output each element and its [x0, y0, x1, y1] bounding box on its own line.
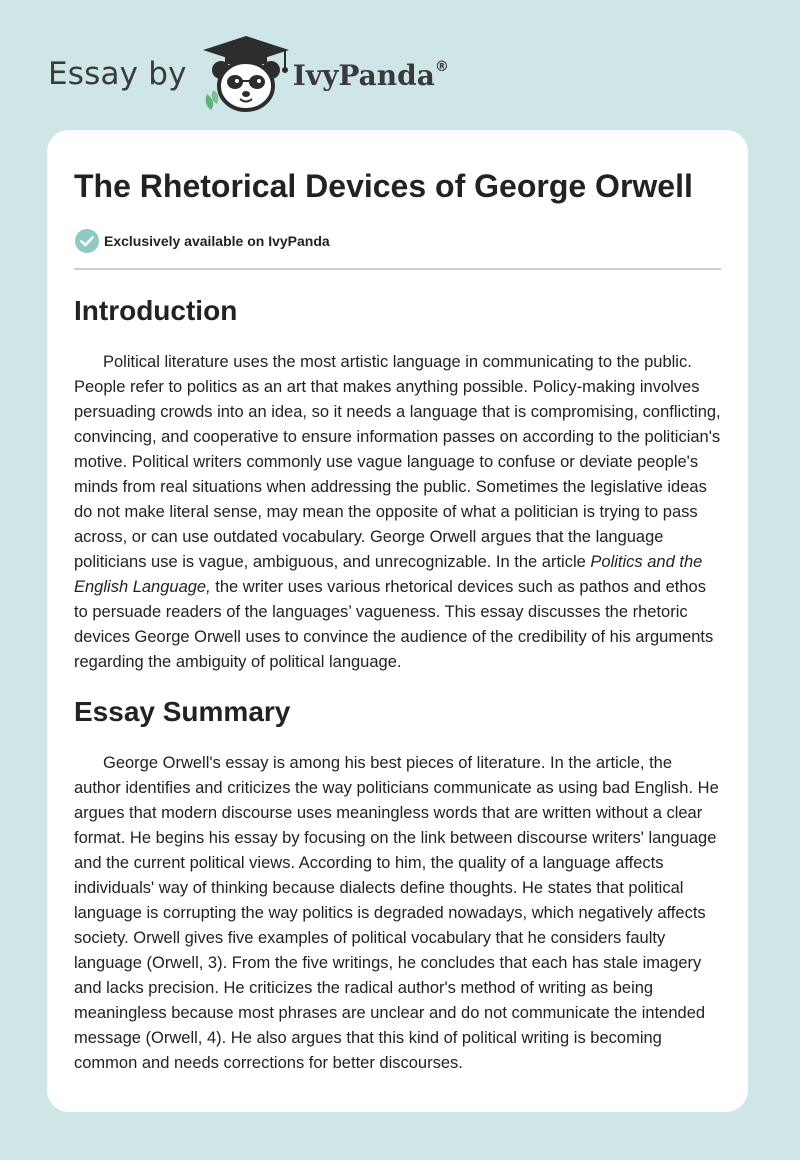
divider — [74, 268, 721, 270]
section-paragraph: George Orwell's essay is among his best pieces of literature. In the article, the author identifies and criticizes the way politicians communicate as using bad English. He argues that modern discourse uses meaningless words that are written without a clear format. He begins his essay by focusing on the link between discourse writers' language and the current political views. According to him, the quality of a language affects individuals' way of thinking because dialects define thoughts. He states that political language is corrupting the way politics is degraded nowadays, which negatively affects society. Orwell gives five examples of political vocabulary that he considers faulty language (Orwell, 3). From the five writings, he concludes that each has stale imagery and lacks precision. He criticizes the radical author's method of writing as being meaningless because most phrases are unclear and do not communicate the intended message (Orwell, 4). He also argues that this kind of political writing is becoming common and needs corrections for better discourses. — [74, 753, 719, 1072]
brand-name: IvyPanda® — [292, 58, 449, 92]
check-circle-icon — [74, 228, 100, 254]
section-heading: Essay Summary — [74, 695, 291, 727]
essay-card — [47, 130, 748, 1112]
section-paragraph: Political literature uses the most artistic language in communicating to the public. People refer to politics as an art that makes anything possible. Policy-making involves persuading crowds into an idea, so it needs a language that is compromising, conflicting, convincing, and cooperative to ensure information passes on according to the politician's motive. Political writers commonly use vague language to confuse or deviate people's minds from real situations when addressing the public. Sometimes the legislative ideas do not make literal sense, may mean the opposite of what a politician is trying to pass across, or can use outdated vocabulary. George Orwell argues that the language politicians use is vague, ambiguous, and unrecognizable. In the article Politics and the English Language, the writer uses various rhetorical devices such as pathos and ethos to persuade readers of the languages’ vagueness. This essay discusses the rhetoric devices George Orwell uses to convince the audience of the credibility of his arguments regarding the ambiguity of political language. — [74, 352, 721, 671]
essay-by-label: Essay by — [48, 56, 187, 92]
section-introduction — [74, 292, 721, 675]
ivypanda-logo[interactable] — [201, 34, 291, 114]
site-header — [48, 34, 449, 114]
section-heading: Introduction — [74, 294, 238, 326]
exclusive-badge-label: Exclusively available on IvyPanda — [104, 233, 330, 249]
exclusive-badge — [74, 228, 721, 254]
page-title: The Rhetorical Devices of George Orwell — [74, 168, 693, 204]
panda-graduate-icon — [201, 34, 291, 114]
section-essay-summary — [74, 693, 721, 1076]
